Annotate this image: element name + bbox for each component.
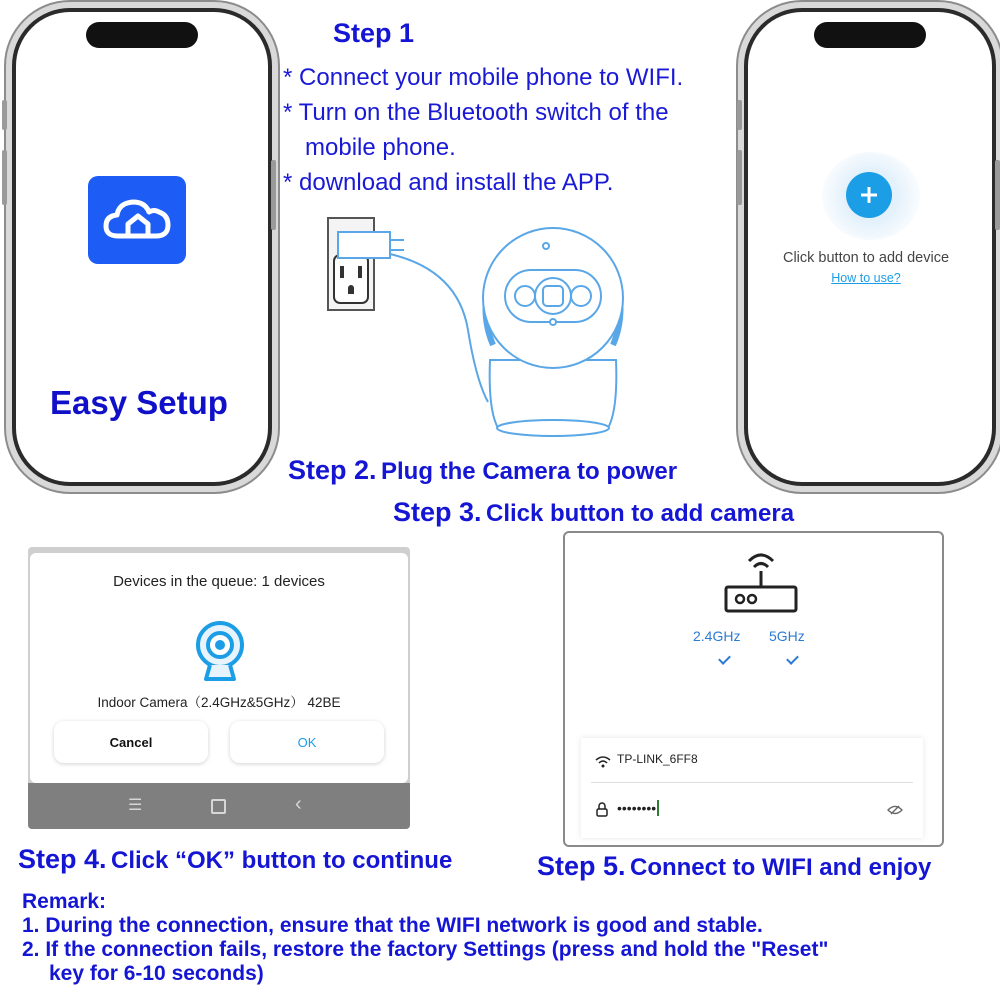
router-icon: [721, 543, 801, 617]
wifi-form: [581, 738, 923, 838]
step5-lead: Step 5.: [537, 851, 626, 881]
device-queue-screen: [28, 547, 410, 829]
remark-block: [22, 890, 828, 986]
step4-lead: Step 4.: [18, 844, 107, 874]
remark-line: key for 6-10 seconds): [49, 962, 264, 985]
left-phone-button: [2, 150, 7, 205]
step2-text: Plug the Camera to power: [380, 458, 678, 485]
step4-title: [18, 844, 452, 875]
cancel-button[interactable]: Cancel: [54, 721, 208, 763]
ok-button[interactable]: OK: [230, 721, 384, 763]
camera-icon: [194, 619, 246, 683]
right-phone-button: [737, 150, 742, 205]
power-adapter-icon: [338, 232, 488, 402]
left-phone-button: [2, 100, 7, 130]
band-5ghz-label: 5GHz: [769, 628, 805, 644]
step1-bullet: * Connect your mobile phone to WIFI.: [283, 64, 684, 91]
wifi-setup-screen: [563, 531, 944, 847]
home-square-icon[interactable]: [211, 799, 226, 814]
phone-notch: [814, 22, 926, 48]
add-device-button[interactable]: [846, 172, 892, 218]
password-input[interactable]: [617, 798, 659, 818]
step5-title: [537, 851, 931, 882]
step3-text: Click button to add camera: [485, 500, 795, 527]
easy-setup-label: Easy Setup: [50, 384, 228, 421]
form-divider: [591, 782, 913, 783]
step1-title: Step 1: [333, 18, 415, 48]
step1-bullets: [283, 60, 683, 200]
right-phone-button: [995, 160, 1000, 230]
band-2-4ghz-label: 2.4GHz: [693, 628, 741, 644]
step1-bullet: * Turn on the Bluetooth switch of the: [283, 99, 669, 126]
app-icon[interactable]: [88, 176, 186, 264]
plus-icon: [858, 184, 880, 206]
eye-hidden-icon[interactable]: [887, 804, 903, 816]
step1-bullet: * download and install the APP.: [283, 169, 614, 196]
lock-icon: [595, 802, 609, 817]
remark-title: Remark:: [22, 890, 107, 913]
step4-text: Click “OK” button to continue: [110, 847, 453, 874]
step2-title: [288, 455, 677, 486]
check-icon: [786, 652, 799, 665]
ptz-camera-icon: [483, 228, 623, 436]
menu-icon[interactable]: ☰: [128, 797, 143, 814]
left-phone: [12, 8, 272, 486]
left-phone-button: [271, 160, 276, 230]
step3-lead: Step 3.: [393, 497, 482, 527]
device-name: Indoor Camera（2.4GHz&5GHz） 42BE: [97, 695, 341, 710]
check-icon: [718, 652, 731, 665]
remark-line: 1. During the connection, ensure that the WIFI network is good and stable.: [22, 914, 763, 937]
device-queue-dialog: [30, 553, 408, 783]
right-phone-button: [737, 100, 742, 130]
step1-bullet: mobile phone.: [305, 134, 456, 161]
text-cursor: [657, 800, 659, 816]
wifi-icon: [595, 755, 611, 768]
camera-plug-illustration: [318, 210, 648, 450]
how-to-use-link[interactable]: How to use?: [831, 271, 901, 285]
add-device-prompt: Click button to add device: [782, 250, 950, 266]
back-chevron-icon[interactable]: ‹: [295, 793, 302, 815]
step2-lead: Step 2.: [288, 455, 377, 485]
password-mask: ••••••••: [617, 800, 657, 816]
phone-notch: [86, 22, 198, 48]
dialog-title: Devices in the queue: 1 devices: [113, 573, 325, 590]
right-phone: [744, 8, 996, 486]
step5-text: Connect to WIFI and enjoy: [629, 854, 932, 881]
wifi-ssid[interactable]: TP-LINK_6FF8: [617, 752, 698, 766]
cloud-home-icon: [88, 176, 186, 264]
remark-line: 2. If the connection fails, restore the factory Settings (press and hold the "Reset": [22, 938, 829, 961]
android-nav-bar: [28, 783, 410, 829]
step3-title: [393, 497, 794, 528]
